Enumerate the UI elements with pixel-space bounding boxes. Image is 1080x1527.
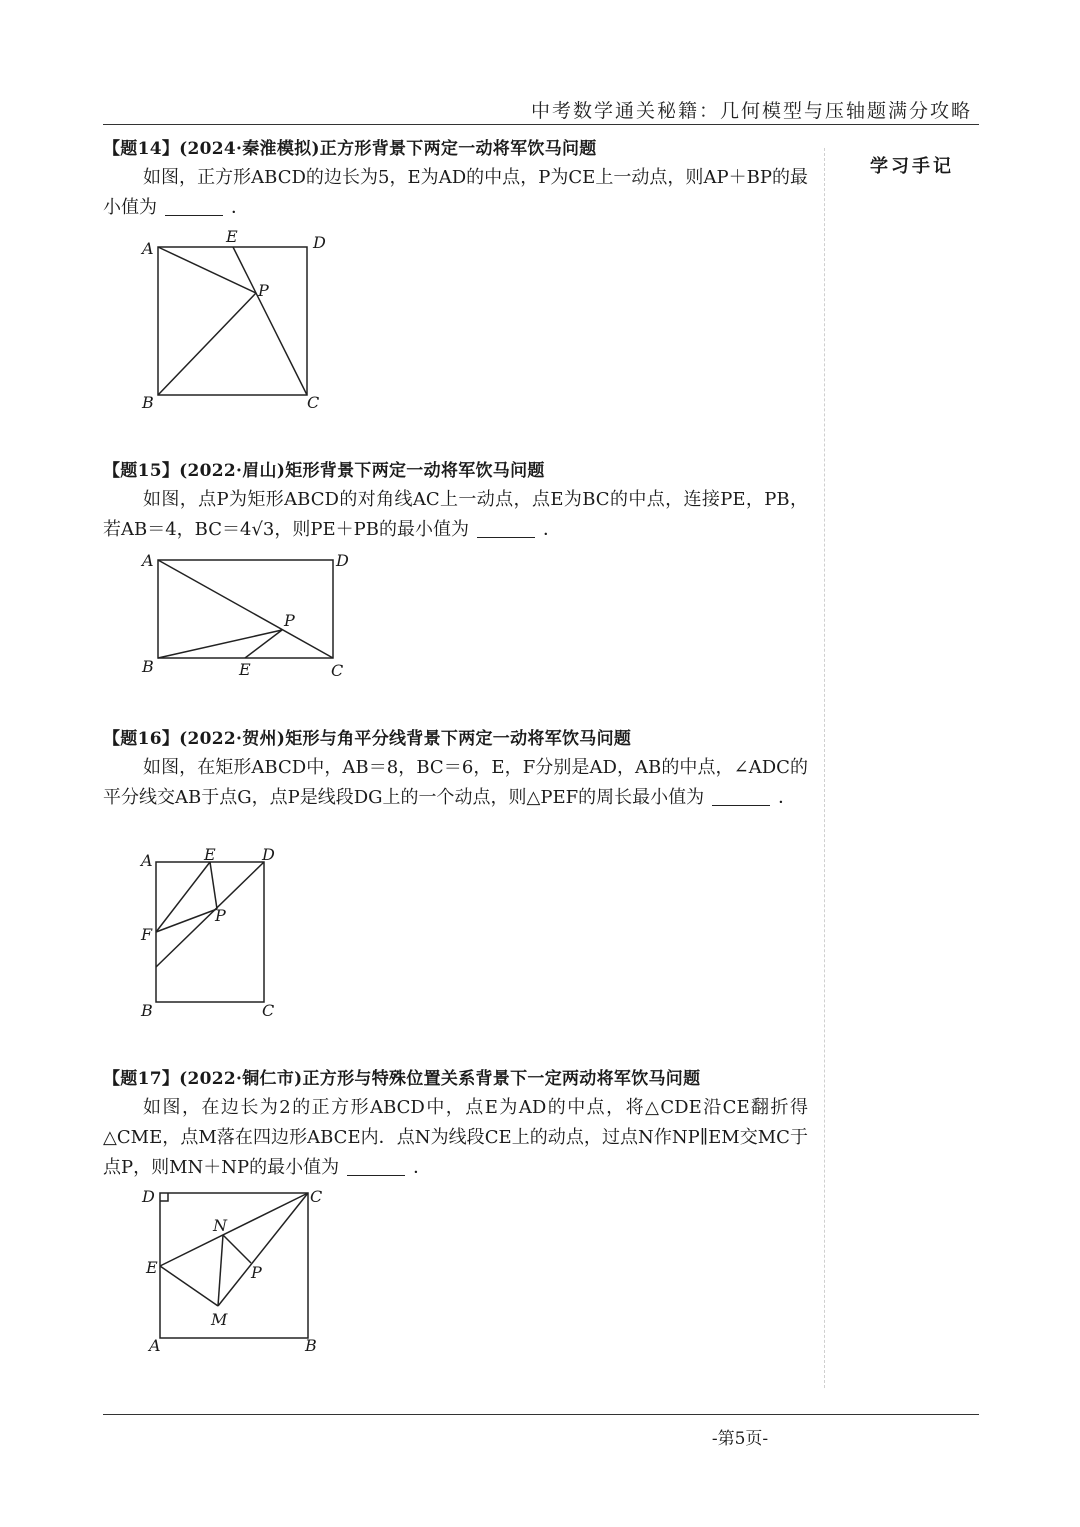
problem-end: ．	[231, 197, 249, 218]
label-c: C	[262, 1001, 275, 1020]
label-e: E	[239, 660, 251, 679]
problem-meta: (2022·贺州)矩形与角平分线背景下两定一动将军饮马问题	[179, 729, 632, 749]
segment-nm	[218, 1235, 223, 1306]
label-a: A	[142, 551, 154, 570]
problem-statement: 如图，点P为矩形ABCD的对角线AC上一动点，点E为BC的中点，连接PE，PB，若AB＝4，BC＝4√3，则PE＋PB的最小值为	[103, 489, 808, 540]
label-d: D	[313, 233, 326, 252]
label-c: C	[307, 393, 320, 412]
label-n: N	[213, 1216, 227, 1235]
problem-tag: 【题14】	[103, 139, 180, 159]
label-b: B	[142, 657, 154, 676]
segment-mc	[218, 1193, 308, 1306]
label-d: D	[336, 551, 349, 570]
problem-statement: 如图，在矩形ABCD中，AB＝8，BC＝6，E，F分别是AD，AB的中点，∠ADC的平分线交AB于点G，点P是线段DG上的一个动点，则△PEF的周长最小值为	[103, 757, 808, 808]
label-m: M	[211, 1310, 228, 1329]
right-angle-mark	[160, 1193, 168, 1201]
notes-title: 学习手记	[870, 156, 954, 177]
label-a: A	[141, 851, 153, 870]
problem-end: ．	[542, 519, 561, 540]
page-number: -第5页-	[711, 1429, 769, 1449]
label-c: C	[310, 1187, 323, 1206]
label-e: E	[226, 227, 238, 246]
problem-end: ．	[778, 787, 797, 808]
problem-statement: 如图，正方形ABCD的边长为5，E为AD的中点，P为CE上一动点，则AP＋BP的最小值为	[103, 167, 808, 218]
problem-tag: 【题17】	[103, 1069, 180, 1089]
problem-end: ．	[413, 1157, 432, 1178]
problem-meta: (2024·秦淮模拟)正方形背景下两定一动将军饮马问题	[179, 139, 597, 159]
label-b: B	[141, 1001, 153, 1020]
problem-meta: (2022·眉山)矩形背景下两定一动将军饮马问题	[179, 461, 545, 481]
square-abcd	[160, 1193, 308, 1338]
segment-ec	[160, 1193, 308, 1266]
label-b: B	[142, 393, 154, 412]
label-c: C	[331, 661, 344, 680]
problem-tag: 【题16】	[103, 729, 180, 749]
footer-rule	[103, 1414, 979, 1415]
segment-np	[223, 1235, 251, 1263]
label-p: P	[258, 281, 269, 300]
header-title: 中考数学通关秘籍：几何模型与压轴题满分攻略	[530, 100, 972, 122]
label-p: P	[215, 906, 226, 925]
label-a: A	[142, 239, 154, 258]
label-b: B	[305, 1336, 317, 1355]
problem-statement: 如图，在边长为2的正方形ABCD中，点E为AD的中点，将△CDE沿CE翻折得△CME，点M落在四边形ABCE内．点N为线段CE上的动点，过点N作NP∥EM交MC于点P，则MN＋NP的最小值为	[103, 1097, 808, 1178]
label-p: P	[251, 1263, 262, 1282]
label-d: D	[142, 1187, 155, 1206]
label-d: D	[262, 845, 275, 864]
label-a: A	[149, 1336, 161, 1355]
label-e: E	[204, 845, 216, 864]
label-e: E	[146, 1258, 158, 1277]
problem-meta: (2022·铜仁市)正方形与特殊位置关系背景下一定两动将军饮马问题	[179, 1069, 701, 1089]
label-p: P	[284, 611, 295, 630]
segment-em	[160, 1266, 218, 1306]
problem-tag: 【题15】	[103, 461, 180, 481]
label-f: F	[141, 925, 153, 944]
